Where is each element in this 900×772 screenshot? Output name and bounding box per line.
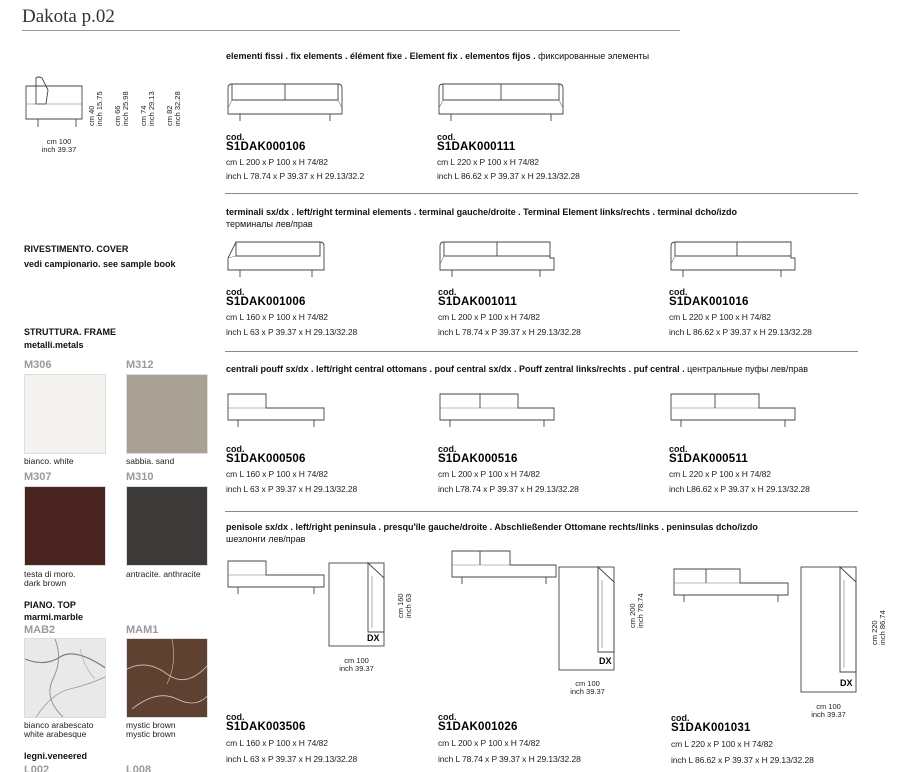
swatch-m307[interactable] — [24, 486, 106, 566]
peninsula-front-160 — [226, 555, 326, 603]
ottoman-drawing-200 — [438, 388, 558, 436]
sofa-drawing-200 — [226, 78, 346, 128]
title-divider — [22, 30, 680, 31]
section-title-terminal: terminali sx/dx . left/right terminal elements . terminal gauche/droite . Terminal Element links/rechts . terminal dcho/izdo — [226, 207, 737, 217]
item-code: S1DAK001026 — [438, 721, 518, 733]
section-subtitle-peninsula: шезлонги лев/прав — [226, 534, 306, 544]
item-dim-inch: inch L 86.62 x P 39.37 x H 29.13/32.28 — [437, 171, 580, 181]
peninsula-side-label: DX — [599, 656, 612, 666]
item-dim-cm: cm L 220 x P 100 x H 74/82 — [669, 469, 771, 479]
peninsula-width-inch: inch 39.37 — [811, 710, 846, 719]
peninsula-depth-inch: inch 63 — [404, 593, 413, 618]
swatch-label-m306: bianco. white — [24, 456, 74, 466]
item-cod-label: cod. — [669, 444, 688, 454]
item-cod-label: cod. — [226, 712, 245, 722]
item-cod-label: cod. — [437, 132, 456, 142]
swatch-label-m310: antracite. anthracite — [126, 569, 201, 579]
item-dim-inch: inch L 78.74 x P 39.37 x H 29.13/32.28 — [438, 327, 581, 337]
peninsula-depth-cm: cm 220 — [870, 620, 879, 645]
peninsula-depth-inch: inch 78.74 — [636, 593, 645, 628]
profile-height-1: cm 40 inch 15.75 — [87, 91, 104, 126]
item-code: S1DAK001011 — [438, 296, 517, 308]
peninsula-depth-cm: cm 160 — [396, 593, 405, 618]
item-dim-cm: cm L 220 x P 100 x H 74/82 — [671, 739, 773, 749]
item-cod-label: cod. — [226, 287, 245, 297]
frame-subtitle: metalli.metals — [24, 340, 84, 350]
terminal-drawing-200 — [438, 236, 558, 284]
peninsula-width-inch: inch 39.37 — [570, 687, 605, 696]
item-dim-inch: inch L 63 x P 39.37 x H 29.13/32.28 — [226, 754, 358, 764]
swatch-m310[interactable] — [126, 486, 208, 566]
swatch-label-m307-2: dark brown — [24, 578, 67, 588]
peninsula-depth-inch: inch 86.74 — [878, 610, 887, 645]
section-divider — [225, 193, 858, 194]
profile-height-4: cm 82 inch 32.28 — [165, 91, 182, 126]
profile-height-2: cm 66 inch 25.98 — [113, 91, 130, 126]
ottoman-drawing-160 — [226, 388, 326, 436]
item-cod-label: cod. — [671, 713, 690, 723]
item-dim-cm: cm L 160 x P 100 x H 74/82 — [226, 312, 328, 322]
peninsula-front-220 — [672, 563, 792, 611]
swatch-label-mam1-2: mystic brown — [126, 729, 176, 739]
item-dim-cm: cm L 160 x P 100 x H 74/82 — [226, 738, 328, 748]
swatch-code-m307: M307 — [24, 471, 52, 483]
item-code: S1DAK000516 — [438, 453, 518, 465]
swatch-code-mab2: MAB2 — [24, 624, 56, 636]
section-subtitle-terminal: терминалы лев/прав — [226, 219, 313, 229]
item-dim-cm: cm L 160 x P 100 x H 74/82 — [226, 469, 328, 479]
terminal-drawing-160 — [226, 236, 326, 284]
item-dim-inch: inch L78.74 x P 39.37 x H 29.13/32.28 — [438, 484, 579, 494]
item-cod-label: cod. — [226, 444, 245, 454]
swatch-label-mab2-1: bianco arabescato — [24, 720, 94, 730]
item-dim-inch: inch L 63 x P 39.37 x H 29.13/32.28 — [226, 327, 358, 337]
item-code: S1DAK003506 — [226, 721, 306, 733]
sofa-drawing-220 — [437, 78, 567, 128]
item-dim-inch: inch L 78.74 x P 39.37 x H 29.13/32.2 — [226, 171, 365, 181]
item-dim-cm: cm L 220 x P 100 x H 74/82 — [669, 312, 771, 322]
item-dim-cm: cm L 200 x P 100 x H 74/82 — [226, 157, 328, 167]
swatch-mab2[interactable] — [24, 638, 106, 718]
section-title-peninsula: penisole sx/dx . left/right peninsula . presqu'île gauche/droite . Abschließender Ottomane rechts/links . peninsulas dcho/izdo — [226, 522, 758, 532]
swatch-code-m312: M312 — [126, 359, 154, 371]
item-dim-inch: inch L 78.74 x P 39.37 x H 29.13/32.28 — [438, 754, 581, 764]
profile-height-3: cm 74 inch 29.13 — [139, 91, 156, 126]
top-title: PIANO. TOP — [24, 600, 76, 610]
swatch-code-mam1: MAM1 — [126, 624, 159, 636]
item-code: S1DAK000511 — [669, 453, 748, 465]
section-title-central: centrali pouff sx/dx . left/right central ottomans . pouf central sx/dx . Pouff zentral links/rechts . puf central . центральные пуфы лев/прав — [226, 364, 809, 374]
cover-text: vedi campionario. see sample book — [24, 259, 176, 269]
item-code: S1DAK000106 — [226, 141, 306, 153]
section-title-fixed: elementi fissi . fix elements . élément fixe . Element fix . elementos fijos . фиксированные элементы — [226, 51, 650, 61]
section-divider — [225, 351, 858, 352]
swatch-mam1[interactable] — [126, 638, 208, 718]
item-dim-inch: inch L 86.62 x P 39.37 x H 29.13/32.28 — [669, 327, 812, 337]
item-cod-label: cod. — [226, 132, 245, 142]
swatch-label-mam1-1: mystic brown — [126, 720, 176, 730]
peninsula-width-cm: cm 100 — [344, 656, 369, 665]
item-code: S1DAK000506 — [226, 453, 306, 465]
swatch-label-m312: sabbia. sand — [126, 456, 175, 466]
veneer-code-l008: L008 — [126, 764, 152, 772]
swatch-label-m307-1: testa di moro. — [24, 569, 76, 579]
item-dim-inch: inch L 63 x P 39.37 x H 29.13/32.28 — [226, 484, 358, 494]
peninsula-side-label: DX — [367, 633, 380, 643]
veneer-code-l002: L002 — [24, 764, 50, 772]
marble-veins-brown — [127, 639, 208, 718]
item-dim-inch: inch L 86.62 x P 39.37 x H 29.13/32.28 — [671, 755, 814, 765]
terminal-drawing-220 — [669, 236, 799, 284]
peninsula-plan-220 — [800, 566, 860, 694]
ottoman-drawing-220 — [669, 388, 799, 436]
swatch-m312[interactable] — [126, 374, 208, 454]
item-code: S1DAK001016 — [669, 296, 749, 308]
item-cod-label: cod. — [438, 712, 457, 722]
item-code: S1DAK000111 — [437, 141, 516, 153]
page-title: Dakota p.02 — [22, 6, 115, 27]
veneer-title: legni.veneered — [24, 751, 88, 761]
item-cod-label: cod. — [669, 287, 688, 297]
cover-title: RIVESTIMENTO. COVER — [24, 244, 129, 254]
item-dim-cm: cm L 200 x P 100 x H 74/82 — [438, 469, 540, 479]
peninsula-front-200 — [450, 545, 560, 593]
item-dim-cm: cm L 220 x P 100 x H 74/82 — [437, 157, 539, 167]
swatch-m306[interactable] — [24, 374, 106, 454]
marble-veins-white — [25, 639, 106, 718]
item-dim-cm: cm L 200 x P 100 x H 74/82 — [438, 738, 540, 748]
section-divider — [225, 511, 858, 512]
item-dim-cm: cm L 200 x P 100 x H 74/82 — [438, 312, 540, 322]
item-code: S1DAK001031 — [671, 722, 751, 734]
item-cod-label: cod. — [438, 287, 457, 297]
top-subtitle: marmi.marble — [24, 612, 84, 622]
frame-title: STRUTTURA. FRAME — [24, 327, 116, 337]
side-profile-drawing — [24, 74, 94, 134]
item-dim-inch: inch L86.62 x P 39.37 x H 29.13/32.28 — [669, 484, 810, 494]
profile-width-cm: cm 100 — [46, 137, 72, 146]
peninsula-depth-cm: cm 200 — [628, 603, 637, 628]
item-cod-label: cod. — [438, 444, 457, 454]
peninsula-width-cm: cm 100 — [575, 679, 600, 688]
swatch-code-m310: M310 — [126, 471, 154, 483]
item-code: S1DAK001006 — [226, 296, 306, 308]
swatch-code-m306: M306 — [24, 359, 52, 371]
peninsula-width-cm: cm 100 — [816, 702, 841, 711]
profile-width-inch: inch 39.37 — [41, 145, 77, 154]
peninsula-side-label: DX — [840, 678, 853, 688]
swatch-label-mab2-2: white arabesque — [24, 729, 87, 739]
peninsula-width-inch: inch 39.37 — [339, 664, 374, 673]
